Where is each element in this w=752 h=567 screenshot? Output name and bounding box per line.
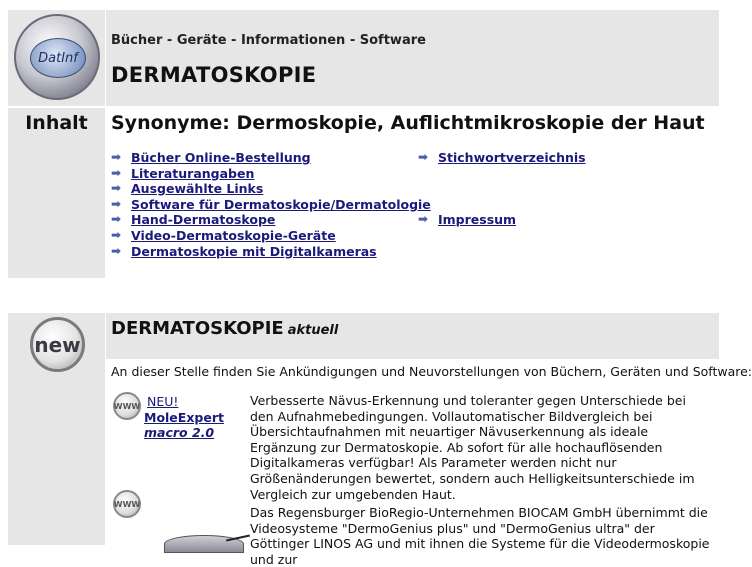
link-impressum[interactable]: Impressum [438,212,517,228]
nav-buecher[interactable]: Bücher [111,33,163,48]
neu-link[interactable]: NEU! [147,394,179,409]
link-software[interactable]: Software für Dermatoskopie/Dermatologie [131,196,431,212]
nav-software[interactable]: Software [359,33,426,48]
arrow-icon: ➡ [111,181,122,196]
news-left-cell [8,313,105,545]
www-icon[interactable]: WWW [113,490,141,518]
link-hand-dermatoskope[interactable]: Hand-Dermatoskope [131,212,276,228]
list-item [418,150,586,166]
list-item [111,150,431,166]
top-nav: Bücher - Geräte - Informationen - Software [111,33,426,48]
list-item [111,166,431,182]
links-left [111,150,431,259]
www-icon[interactable]: WWW [113,392,141,420]
arrow-icon: ➡ [418,150,429,164]
arrow-icon: ➡ [111,150,122,164]
arrow-icon: ➡ [111,243,122,258]
news-block [8,313,752,567]
arrow-icon: ➡ [111,196,122,211]
news-header-cell [106,313,719,359]
page-title: DERMATOSKOPIE [111,63,317,87]
moleexpert-model-link[interactable]: macro 2.0 [144,425,215,441]
list-item [111,244,431,260]
biocam-description: Das Regensburger BioRegio-Unternehmen BIOCAM GmbH übernimmt die Videosysteme "DermoGenius plus" und "DermoGenius ultra" der Göttinger LINOS AG und mit ihnen die Systeme für die Videodermoskopie und zur [250,505,710,567]
link-digitalkameras[interactable]: Dermatoskopie mit Digitalkameras [131,243,377,259]
logo-cell [8,10,105,106]
arrow-icon: ➡ [111,165,122,180]
new-badge-icon: new [30,317,85,372]
inhalt-cell [8,108,105,278]
link-literaturangaben[interactable]: Literaturangaben [131,165,255,181]
news-title: DERMATOSKOPIE aktuell [111,318,339,339]
news-subtitle: aktuell [287,323,339,338]
link-buecher-bestellung[interactable]: Bücher Online-Bestellung [131,150,311,165]
product-moleexpert [144,394,224,441]
news-body-cell [106,359,752,567]
arrow-icon: ➡ [111,212,122,227]
links-right [418,150,586,228]
synonyme-heading: Synonyme: Dermoskopie, Auflichtmikroskopie der Haut [111,112,705,134]
logo-text: DatInf [30,38,86,78]
link-ausgewaehlte-links[interactable]: Ausgewählte Links [131,181,264,197]
link-stichwortverzeichnis[interactable]: Stichwortverzeichnis [438,150,586,165]
moleexpert-link[interactable]: MoleExpert [144,409,224,425]
link-video-dermatoskopie[interactable]: Video-Dermatoskopie-Geräte [131,227,336,243]
moleexpert-description: Verbesserte Nävus-Erkennung und toleranter gegen Unterschiede bei den Aufnahmebedingungen. Vollautomatischer Bildvergleich bei Übersichtaufnahmen mit neuartiger Nävuserkennung als ideale Ergänzung zur Dermatoskopie. Ab sofort für alle hochauflösenden Digitalkameras verfügbar! Als Parameter werden nicht nur Größenänderungen bewertet, sondern auch Helligkeitsunterschiede im Vergleich zur umgebenden Haut. [250,393,695,502]
list-item [111,228,431,244]
header-cell [106,10,719,106]
nav-informationen[interactable]: Informationen [240,33,346,48]
arrow-icon: ➡ [418,212,429,227]
nav-geraete[interactable]: Geräte [176,33,227,48]
list-item [111,197,431,213]
inhalt-label: Inhalt [25,112,88,134]
list-item [418,212,586,228]
arrow-icon: ➡ [111,227,122,242]
header-block [8,10,719,278]
content-cell [106,108,719,278]
list-item [111,181,431,197]
news-intro: An dieser Stelle finden Sie Ankündigungen und Neuvorstellungen von Büchern, Geräten und Software: [111,364,752,379]
list-item [111,212,431,228]
datinf-logo[interactable] [14,14,100,100]
